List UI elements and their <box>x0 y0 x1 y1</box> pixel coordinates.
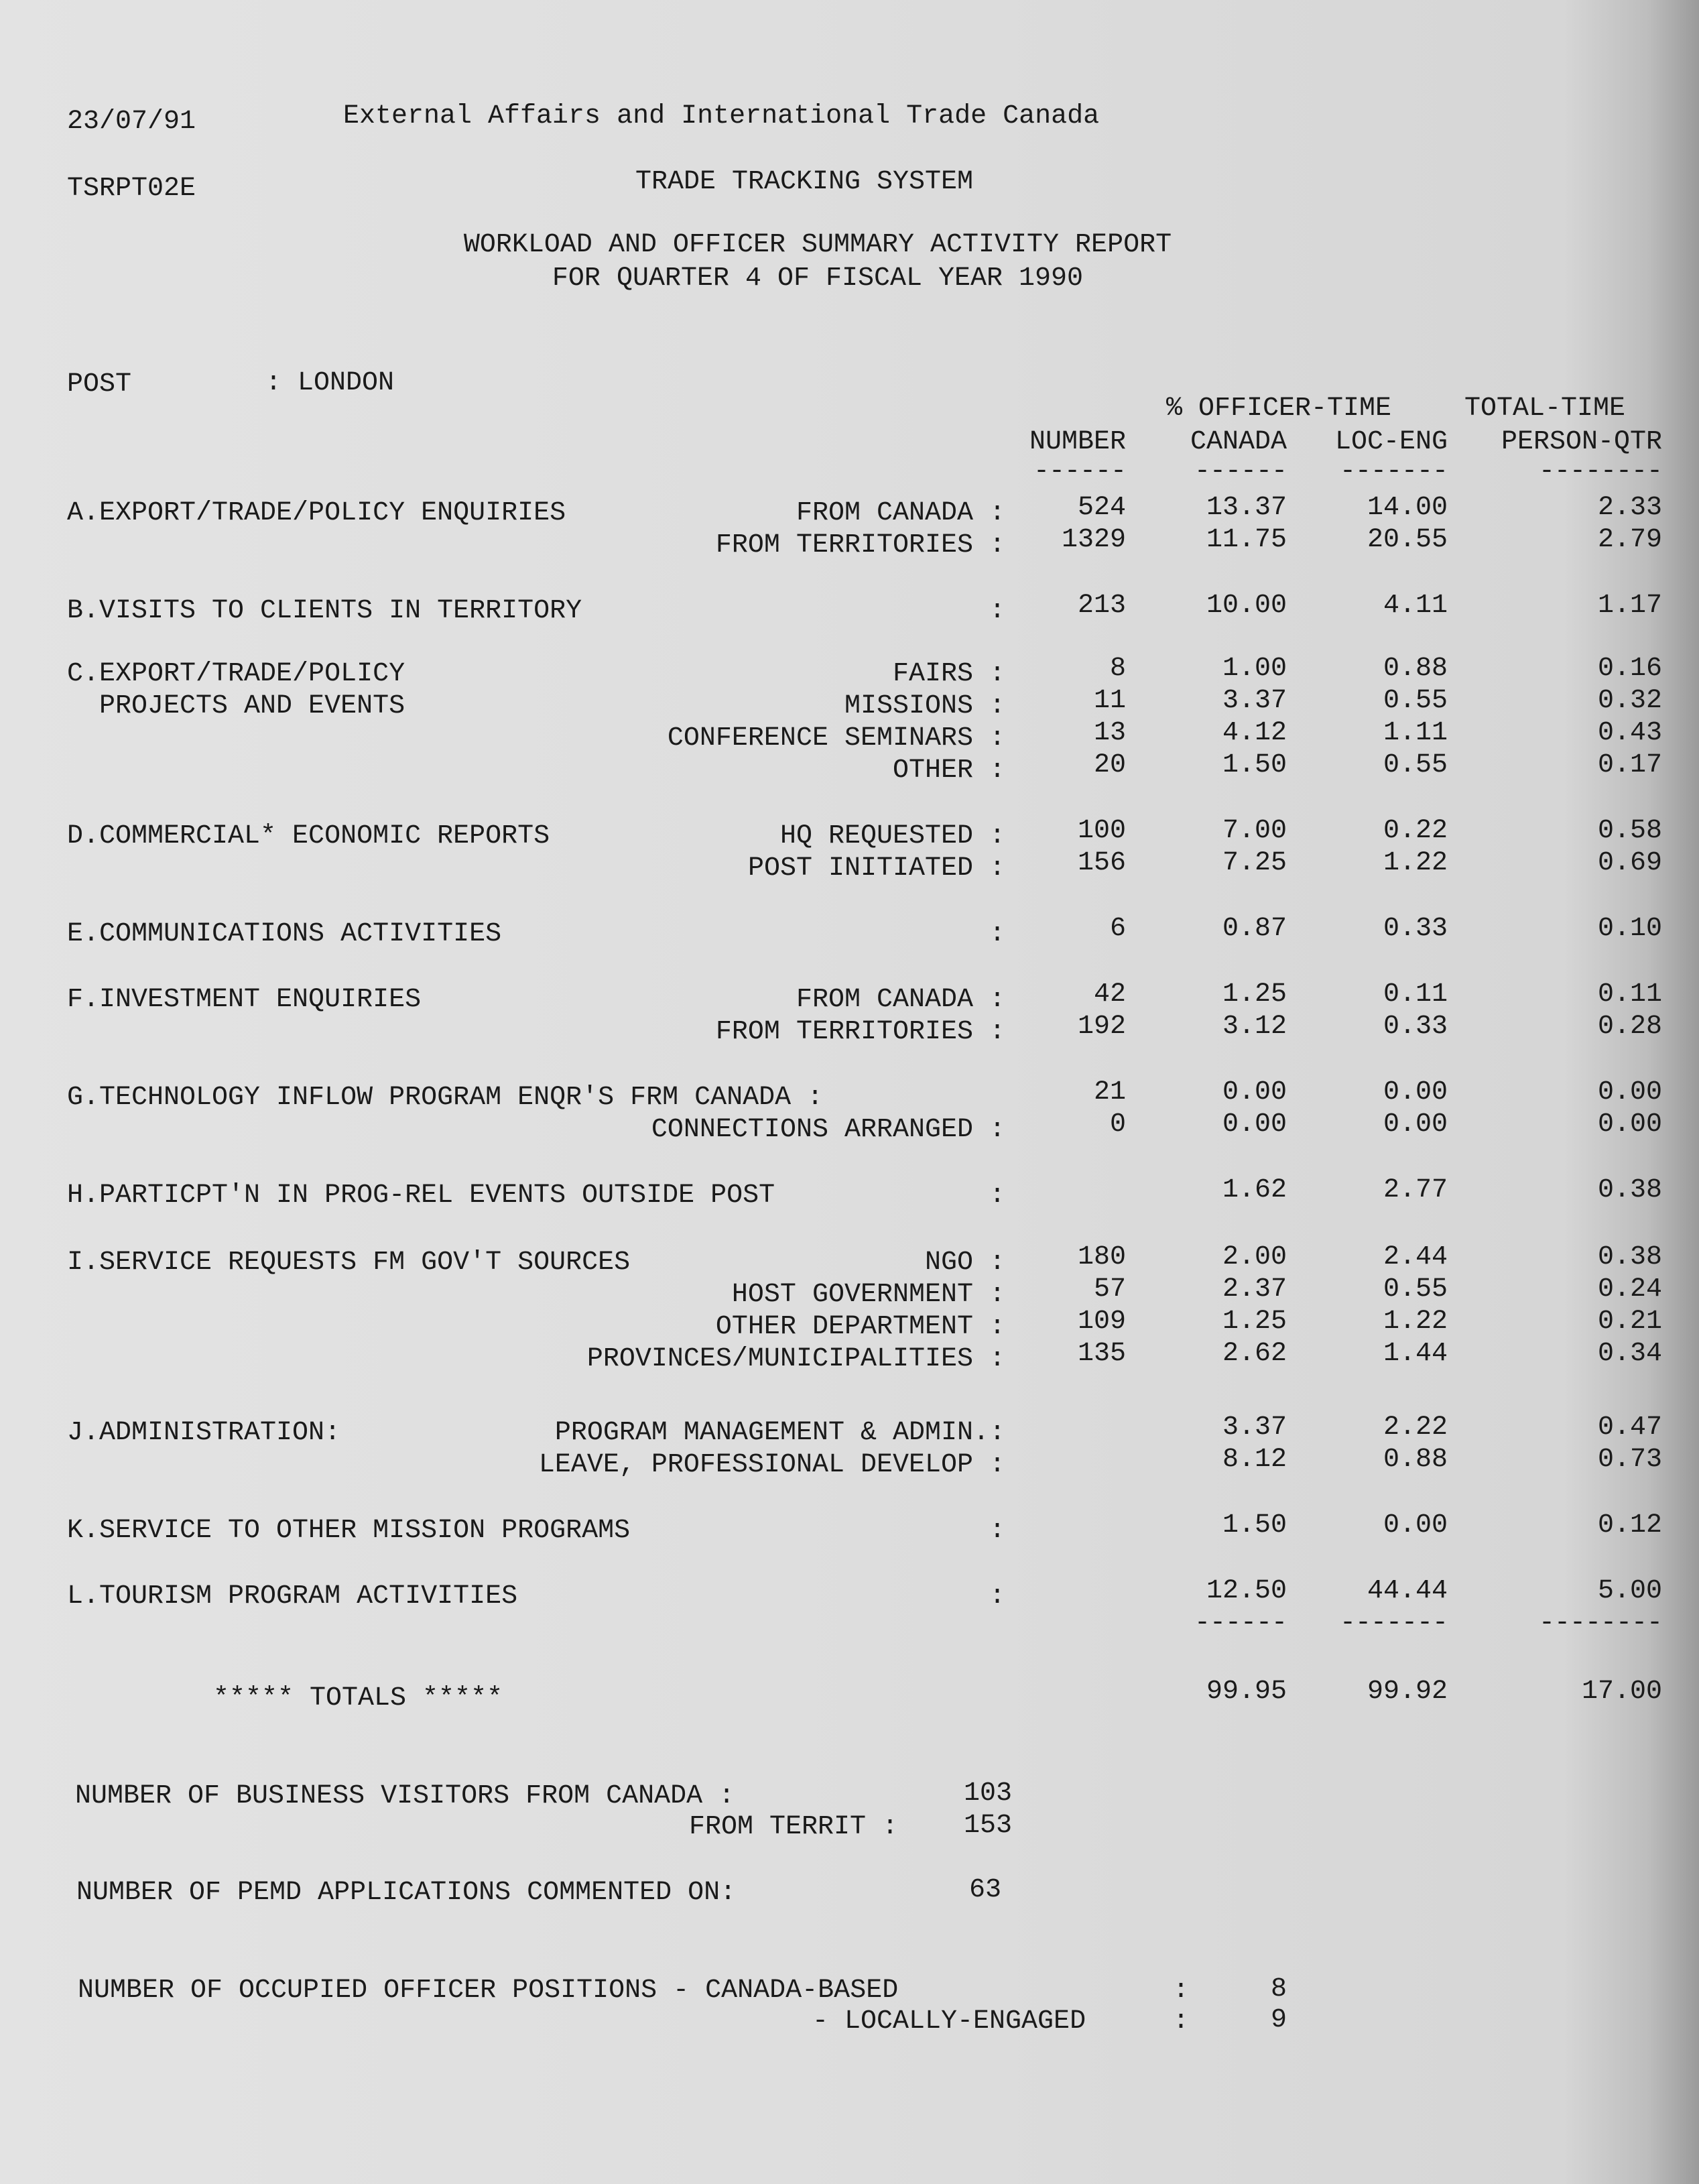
row-subcategory: : <box>989 1516 1005 1546</box>
report-title: WORKLOAD AND OFFICER SUMMARY ACTIVITY REPORT <box>463 230 1172 260</box>
col-rule-canada: ------ <box>1194 457 1287 487</box>
officer-positions-local-label: - LOCALLY-ENGAGED <box>812 2006 1086 2037</box>
cell-canada: 2.37 <box>1222 1274 1287 1305</box>
officer-positions-local-colon: : <box>1173 2006 1190 2037</box>
officer-positions-canada: 8 <box>1271 1974 1287 2004</box>
business-visitors-canada: 103 <box>963 1778 1012 1809</box>
row-subcategory: NGO : <box>924 1248 1005 1278</box>
cell-person-qtr: 0.58 <box>1597 816 1662 846</box>
row-category: E.COMMUNICATIONS ACTIVITIES <box>67 919 502 949</box>
cell-number: 57 <box>1093 1274 1126 1305</box>
col-header-total-time: TOTAL-TIME <box>1464 393 1626 424</box>
cell-person-qtr: 0.11 <box>1597 979 1662 1010</box>
cell-loc-eng: 0.55 <box>1383 750 1448 780</box>
row-subcategory: FROM TERRITORIES : <box>715 530 1005 560</box>
business-visitors-territ-label: FROM TERRIT : <box>688 1812 898 1842</box>
totals-rule-loc-eng: ------- <box>1339 1608 1448 1638</box>
cell-person-qtr: 0.47 <box>1597 1412 1662 1443</box>
cell-canada: 0.00 <box>1222 1077 1287 1107</box>
cell-number: 8 <box>1109 654 1126 684</box>
cell-loc-eng: 0.11 <box>1383 979 1448 1010</box>
business-visitors-territ: 153 <box>963 1811 1012 1841</box>
row-category: I.SERVICE REQUESTS FM GOV'T SOURCES <box>67 1248 631 1278</box>
cell-person-qtr: 0.24 <box>1597 1274 1662 1305</box>
cell-loc-eng: 0.00 <box>1383 1109 1448 1140</box>
row-subcategory: : <box>989 1581 1005 1612</box>
cell-loc-eng: 0.00 <box>1383 1077 1448 1107</box>
totals-label: ***** TOTALS ***** <box>213 1683 503 1713</box>
organization-name: External Affairs and International Trade Canada <box>343 101 1100 131</box>
cell-canada: 4.12 <box>1222 718 1287 748</box>
col-rule-number: ------ <box>1033 457 1126 487</box>
row-subcategory: : <box>989 919 1005 949</box>
cell-person-qtr: 0.38 <box>1597 1242 1662 1272</box>
row-subcategory: FROM TERRITORIES : <box>715 1017 1005 1047</box>
cell-number: 0 <box>1109 1109 1126 1140</box>
row-category: C.EXPORT/TRADE/POLICY <box>67 659 405 689</box>
cell-loc-eng: 0.88 <box>1383 654 1448 684</box>
cell-loc-eng: 4.11 <box>1383 591 1448 621</box>
cell-person-qtr: 0.43 <box>1597 718 1662 748</box>
row-category: L.TOURISM PROGRAM ACTIVITIES <box>67 1581 518 1612</box>
row-subcategory: FROM CANADA : <box>796 498 1005 528</box>
post-value: : LONDON <box>265 368 395 398</box>
cell-loc-eng: 0.55 <box>1383 1274 1448 1305</box>
system-name: TRADE TRACKING SYSTEM <box>635 167 974 197</box>
pemd-applications-value: 63 <box>969 1875 1002 1905</box>
cell-loc-eng: 0.22 <box>1383 816 1448 846</box>
cell-number: 1329 <box>1061 525 1126 555</box>
cell-loc-eng: 2.77 <box>1383 1175 1448 1205</box>
cell-person-qtr: 0.38 <box>1597 1175 1662 1205</box>
cell-person-qtr: 5.00 <box>1597 1576 1662 1606</box>
cell-number: 109 <box>1077 1307 1126 1337</box>
cell-person-qtr: 0.28 <box>1597 1012 1662 1042</box>
cell-canada: 0.87 <box>1222 914 1287 944</box>
cell-loc-eng: 0.55 <box>1383 686 1448 716</box>
officer-positions-local: 9 <box>1271 2005 1287 2035</box>
row-category: H.PARTICPT'N IN PROG-REL EVENTS OUTSIDE POST <box>67 1180 775 1211</box>
cell-loc-eng: 2.44 <box>1383 1242 1448 1272</box>
totals-rule-canada: ------ <box>1194 1608 1287 1638</box>
cell-number: 192 <box>1077 1012 1126 1042</box>
cell-canada: 11.75 <box>1206 525 1287 555</box>
row-subcategory: PROGRAM MANAGEMENT & ADMIN.: <box>554 1418 1005 1448</box>
cell-number: 156 <box>1077 848 1126 878</box>
cell-person-qtr: 0.12 <box>1597 1510 1662 1540</box>
cell-canada: 12.50 <box>1206 1576 1287 1606</box>
row-subcategory: PROVINCES/MUNICIPALITIES : <box>586 1344 1005 1374</box>
cell-number: 180 <box>1077 1242 1126 1272</box>
cell-number: 524 <box>1077 493 1126 523</box>
cell-person-qtr: 0.73 <box>1597 1445 1662 1475</box>
cell-canada: 3.37 <box>1222 686 1287 716</box>
cell-person-qtr: 0.32 <box>1597 686 1662 716</box>
col-header-number: NUMBER <box>1029 427 1126 457</box>
row-subcategory: LEAVE, PROFESSIONAL DEVELOP : <box>538 1450 1005 1480</box>
cell-canada: 3.12 <box>1222 1012 1287 1042</box>
cell-loc-eng: 1.44 <box>1383 1339 1448 1369</box>
row-subcategory: CONNECTIONS ARRANGED : <box>651 1115 1005 1145</box>
cell-loc-eng: 0.33 <box>1383 914 1448 944</box>
cell-number: 42 <box>1093 979 1126 1010</box>
totals-canada: 99.95 <box>1206 1677 1287 1707</box>
cell-loc-eng: 0.33 <box>1383 1012 1448 1042</box>
row-subcategory: HOST GOVERNMENT : <box>731 1280 1005 1310</box>
officer-positions-colon: : <box>1173 1976 1190 2006</box>
totals-person-qtr: 17.00 <box>1581 1677 1662 1707</box>
cell-canada: 8.12 <box>1222 1445 1287 1475</box>
row-subcategory: HQ REQUESTED : <box>779 821 1005 851</box>
row-category: G.TECHNOLOGY INFLOW PROGRAM ENQR'S FRM CANADA : <box>67 1083 824 1113</box>
cell-number: 20 <box>1093 750 1126 780</box>
cell-person-qtr: 2.79 <box>1597 525 1662 555</box>
row-subcategory: MISSIONS : <box>844 691 1005 721</box>
col-header-loc-eng: LOC-ENG <box>1334 427 1448 457</box>
business-visitors-label: NUMBER OF BUSINESS VISITORS FROM CANADA : <box>75 1781 735 1811</box>
row-category: B.VISITS TO CLIENTS IN TERRITORY <box>67 596 582 626</box>
cell-number: 11 <box>1093 686 1126 716</box>
cell-number: 21 <box>1093 1077 1126 1107</box>
col-header-person-qtr: PERSON-QTR <box>1501 427 1662 457</box>
cell-person-qtr: 0.34 <box>1597 1339 1662 1369</box>
row-category: F.INVESTMENT ENQUIRIES <box>67 985 422 1015</box>
cell-person-qtr: 0.10 <box>1597 914 1662 944</box>
cell-loc-eng: 0.00 <box>1383 1510 1448 1540</box>
cell-person-qtr: 0.16 <box>1597 654 1662 684</box>
cell-canada: 2.00 <box>1222 1242 1287 1272</box>
row-category: A.EXPORT/TRADE/POLICY ENQUIRIES <box>67 498 566 528</box>
row-subcategory: POST INITIATED : <box>747 853 1005 884</box>
row-subcategory: OTHER DEPARTMENT : <box>715 1312 1005 1342</box>
cell-loc-eng: 20.55 <box>1367 525 1448 555</box>
post-label: POST <box>67 369 132 400</box>
cell-canada: 10.00 <box>1206 591 1287 621</box>
col-rule-loc-eng: ------- <box>1339 457 1448 487</box>
cell-canada: 3.37 <box>1222 1412 1287 1443</box>
cell-canada: 1.62 <box>1222 1175 1287 1205</box>
row-subcategory: : <box>989 1180 1005 1211</box>
row-subcategory: FROM CANADA : <box>796 985 1005 1015</box>
report-subtitle: FOR QUARTER 4 OF FISCAL YEAR 1990 <box>552 263 1084 294</box>
row-category: K.SERVICE TO OTHER MISSION PROGRAMS <box>67 1516 631 1546</box>
cell-canada: 2.62 <box>1222 1339 1287 1369</box>
report-date: 23/07/91 <box>67 107 196 137</box>
row-subcategory: FAIRS : <box>892 659 1005 689</box>
cell-loc-eng: 1.22 <box>1383 1307 1448 1337</box>
cell-person-qtr: 1.17 <box>1597 591 1662 621</box>
cell-number: 213 <box>1077 591 1126 621</box>
cell-person-qtr: 0.21 <box>1597 1307 1662 1337</box>
cell-loc-eng: 0.88 <box>1383 1445 1448 1475</box>
cell-canada: 7.00 <box>1222 816 1287 846</box>
cell-person-qtr: 2.33 <box>1597 493 1662 523</box>
cell-canada: 1.50 <box>1222 750 1287 780</box>
cell-loc-eng: 14.00 <box>1367 493 1448 523</box>
cell-person-qtr: 0.69 <box>1597 848 1662 878</box>
cell-person-qtr: 0.17 <box>1597 750 1662 780</box>
row-subcategory: CONFERENCE SEMINARS : <box>667 723 1005 753</box>
cell-canada: 1.00 <box>1222 654 1287 684</box>
row-subcategory: : <box>989 596 1005 626</box>
cell-canada: 0.00 <box>1222 1109 1287 1140</box>
cell-loc-eng: 1.22 <box>1383 848 1448 878</box>
pemd-applications-label: NUMBER OF PEMD APPLICATIONS COMMENTED ON: <box>76 1878 737 1908</box>
cell-number: 135 <box>1077 1339 1126 1369</box>
cell-canada: 7.25 <box>1222 848 1287 878</box>
cell-loc-eng: 2.22 <box>1383 1412 1448 1443</box>
cell-person-qtr: 0.00 <box>1597 1109 1662 1140</box>
row-category: PROJECTS AND EVENTS <box>67 691 405 721</box>
cell-canada: 1.25 <box>1222 979 1287 1010</box>
row-subcategory: OTHER : <box>892 755 1005 786</box>
report-code: TSRPT02E <box>67 174 196 204</box>
cell-loc-eng: 1.11 <box>1383 718 1448 748</box>
col-rule-person-qtr: -------- <box>1538 457 1662 487</box>
cell-loc-eng: 44.44 <box>1367 1576 1448 1606</box>
cell-number: 6 <box>1109 914 1126 944</box>
cell-canada: 13.37 <box>1206 493 1287 523</box>
row-category: J.ADMINISTRATION: <box>67 1418 341 1448</box>
totals-loc-eng: 99.92 <box>1367 1677 1448 1707</box>
col-header-canada: CANADA <box>1190 427 1287 457</box>
cell-number: 13 <box>1093 718 1126 748</box>
col-header-officer-time: % OFFICER-TIME <box>1166 393 1392 424</box>
cell-number: 100 <box>1077 816 1126 846</box>
cell-canada: 1.50 <box>1222 1510 1287 1540</box>
cell-person-qtr: 0.00 <box>1597 1077 1662 1107</box>
totals-rule-person-qtr: -------- <box>1538 1608 1662 1638</box>
officer-positions-label: NUMBER OF OCCUPIED OFFICER POSITIONS - CANADA-BASED <box>78 1976 899 2006</box>
cell-canada: 1.25 <box>1222 1307 1287 1337</box>
row-category: D.COMMERCIAL* ECONOMIC REPORTS <box>67 821 550 851</box>
